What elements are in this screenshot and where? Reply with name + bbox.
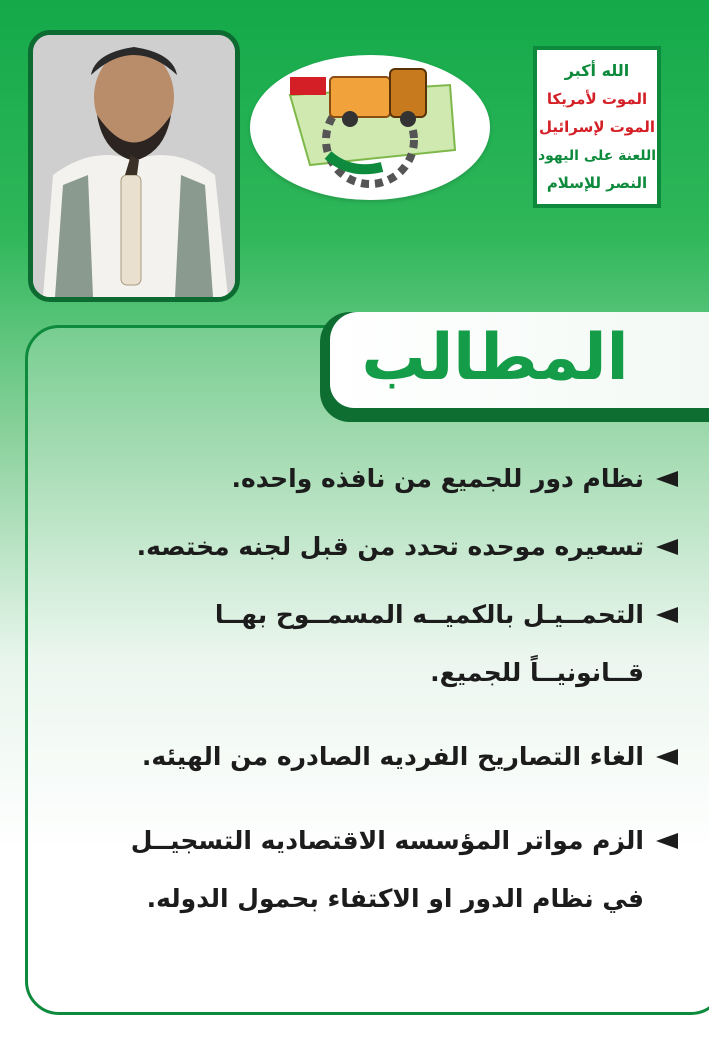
demand-text: نظام دور للجميع من نافذه واحده. xyxy=(231,464,644,493)
list-item xyxy=(40,450,680,508)
demand-text: الزم مواتر المؤسسه الاقتصاديه التسجيــل xyxy=(130,826,644,855)
demand-text: في نظام الدور او الاكتفاء بحمول الدوله. xyxy=(146,884,644,913)
arrow-left-icon xyxy=(656,471,678,487)
arrow-left-icon xyxy=(656,833,678,849)
arrow-left-icon xyxy=(656,539,678,555)
demands-list xyxy=(40,450,680,928)
slogan-box xyxy=(533,46,661,208)
slogan-line: الله أكبر xyxy=(564,60,630,80)
arrow-left-icon xyxy=(656,749,678,765)
list-item xyxy=(40,518,680,576)
slogan-line: الموت لإسرائيل xyxy=(538,118,656,137)
union-logo xyxy=(250,55,490,200)
slogan-line: الموت لأمريكا xyxy=(546,90,648,109)
demand-text: التحمــيـل بالكميــه المسمــوح بهــا xyxy=(214,600,644,629)
leader-portrait xyxy=(28,30,240,302)
demand-text: قــانونيــاً للجميع. xyxy=(430,658,644,687)
page-title: المطالب xyxy=(361,321,629,395)
portrait-image xyxy=(33,35,235,297)
list-item xyxy=(40,728,680,786)
list-item xyxy=(40,586,680,702)
arrow-left-icon xyxy=(656,607,678,623)
list-item xyxy=(40,812,680,928)
slogan-inner xyxy=(537,50,657,204)
slogan-line: اللعنة على اليهود xyxy=(537,147,657,164)
truck-emblem-icon xyxy=(250,55,490,200)
demand-text: تسعيره موحده تحدد من قبل لجنه مختصه. xyxy=(136,532,644,561)
demand-text: الغاء التصاريح الفرديه الصادره من الهيئه. xyxy=(141,742,644,771)
slogan-line: النصر للإسلام xyxy=(546,174,648,193)
